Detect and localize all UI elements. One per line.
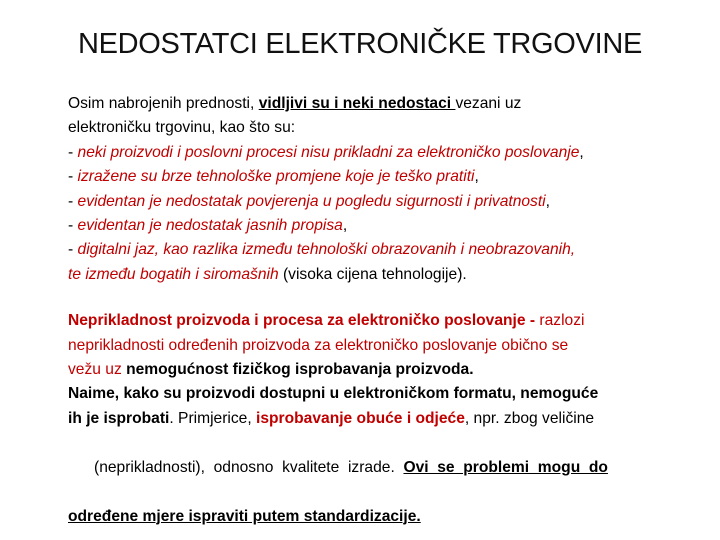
bullet-dash: - (68, 143, 78, 161)
bullet-text: te između bogatih i siromašnih (68, 265, 279, 283)
para3-highlight: isprobavanje obuće i odjeće (256, 409, 465, 427)
para2-line-3 (68, 358, 672, 382)
para3-line-1: Naime, kako su proizvodi dostupni u elektroničkom formatu, nemoguće (68, 385, 599, 403)
para2-line-1 (68, 309, 672, 333)
paragraph-gap (68, 287, 672, 309)
bullet-text: evidentan je nedostatak povjerenja u pogledu sigurnosti i privatnosti (77, 192, 546, 210)
bullet-5 (68, 238, 672, 262)
bullet-tail: (visoka cijena tehnologije). (278, 265, 467, 283)
bullet-text: neki proizvodi i poslovni procesi nisu prikladni za elektroničko poslovanje (77, 143, 580, 161)
bullet-4 (68, 214, 672, 238)
bullet-tail: , (474, 168, 479, 186)
para3-text: , npr. zbog veličine (464, 409, 595, 427)
bullet-dash: - (68, 241, 78, 259)
bullet-5-continued (68, 263, 672, 287)
para2-heading: Neprikladnost proizvoda i procesa za elektroničko poslovanje - (68, 312, 540, 330)
bullet-dash: - (68, 168, 78, 186)
bullet-dash: - (68, 217, 78, 235)
bullet-tail: , (545, 192, 550, 210)
para3-text: . Primjerice, (169, 409, 257, 427)
bullet-text: izražene su brze tehnološke promjene koje je teško pratiti (77, 168, 475, 186)
bullet-tail: , (579, 143, 584, 161)
para2-text: vežu uz (68, 361, 127, 379)
bullet-dash: - (68, 192, 78, 210)
para3-text: (neprikladnosti), odnosno kvalitete izrade. (94, 458, 404, 476)
para3-line-4: određene mjere ispraviti putem standardizacije. (68, 507, 421, 525)
intro-line-1 (68, 92, 672, 116)
para2-line-2: neprikladnosti određenih proizvoda za elektroničko poslovanje obično se (68, 336, 569, 354)
para3-emphasis: ih je isprobati (68, 409, 170, 427)
bullet-3 (68, 190, 672, 214)
slide-body (68, 92, 672, 529)
para3-line-2 (68, 407, 672, 431)
para3-underlined: Ovi se problemi mogu do (403, 458, 608, 476)
intro-emphasis: vidljivi su i neki nedostaci (258, 95, 456, 112)
intro-text: Osim nabrojenih prednosti, (68, 95, 259, 112)
bullet-text: evidentan je nedostatak jasnih propisa (77, 217, 343, 235)
para2-text: razlozi (539, 312, 585, 330)
para3-line-3 (68, 431, 672, 504)
bullet-2 (68, 165, 672, 189)
intro-line-2: elektroničku trgovinu, kao što su: (68, 119, 296, 137)
bullet-tail: , (342, 217, 348, 235)
bullet-1 (68, 141, 672, 165)
slide-title: NEDOSTATCI ELEKTRONIČKE TRGOVINE (77, 28, 643, 60)
para2-emphasis: nemogućnost fizičkog isprobavanja proizvoda. (126, 361, 474, 379)
bullet-text: digitalni jaz, kao razlika između tehnološki obrazovanih i neobrazovanih, (77, 241, 576, 259)
intro-text-cont: vezani uz (455, 95, 522, 112)
